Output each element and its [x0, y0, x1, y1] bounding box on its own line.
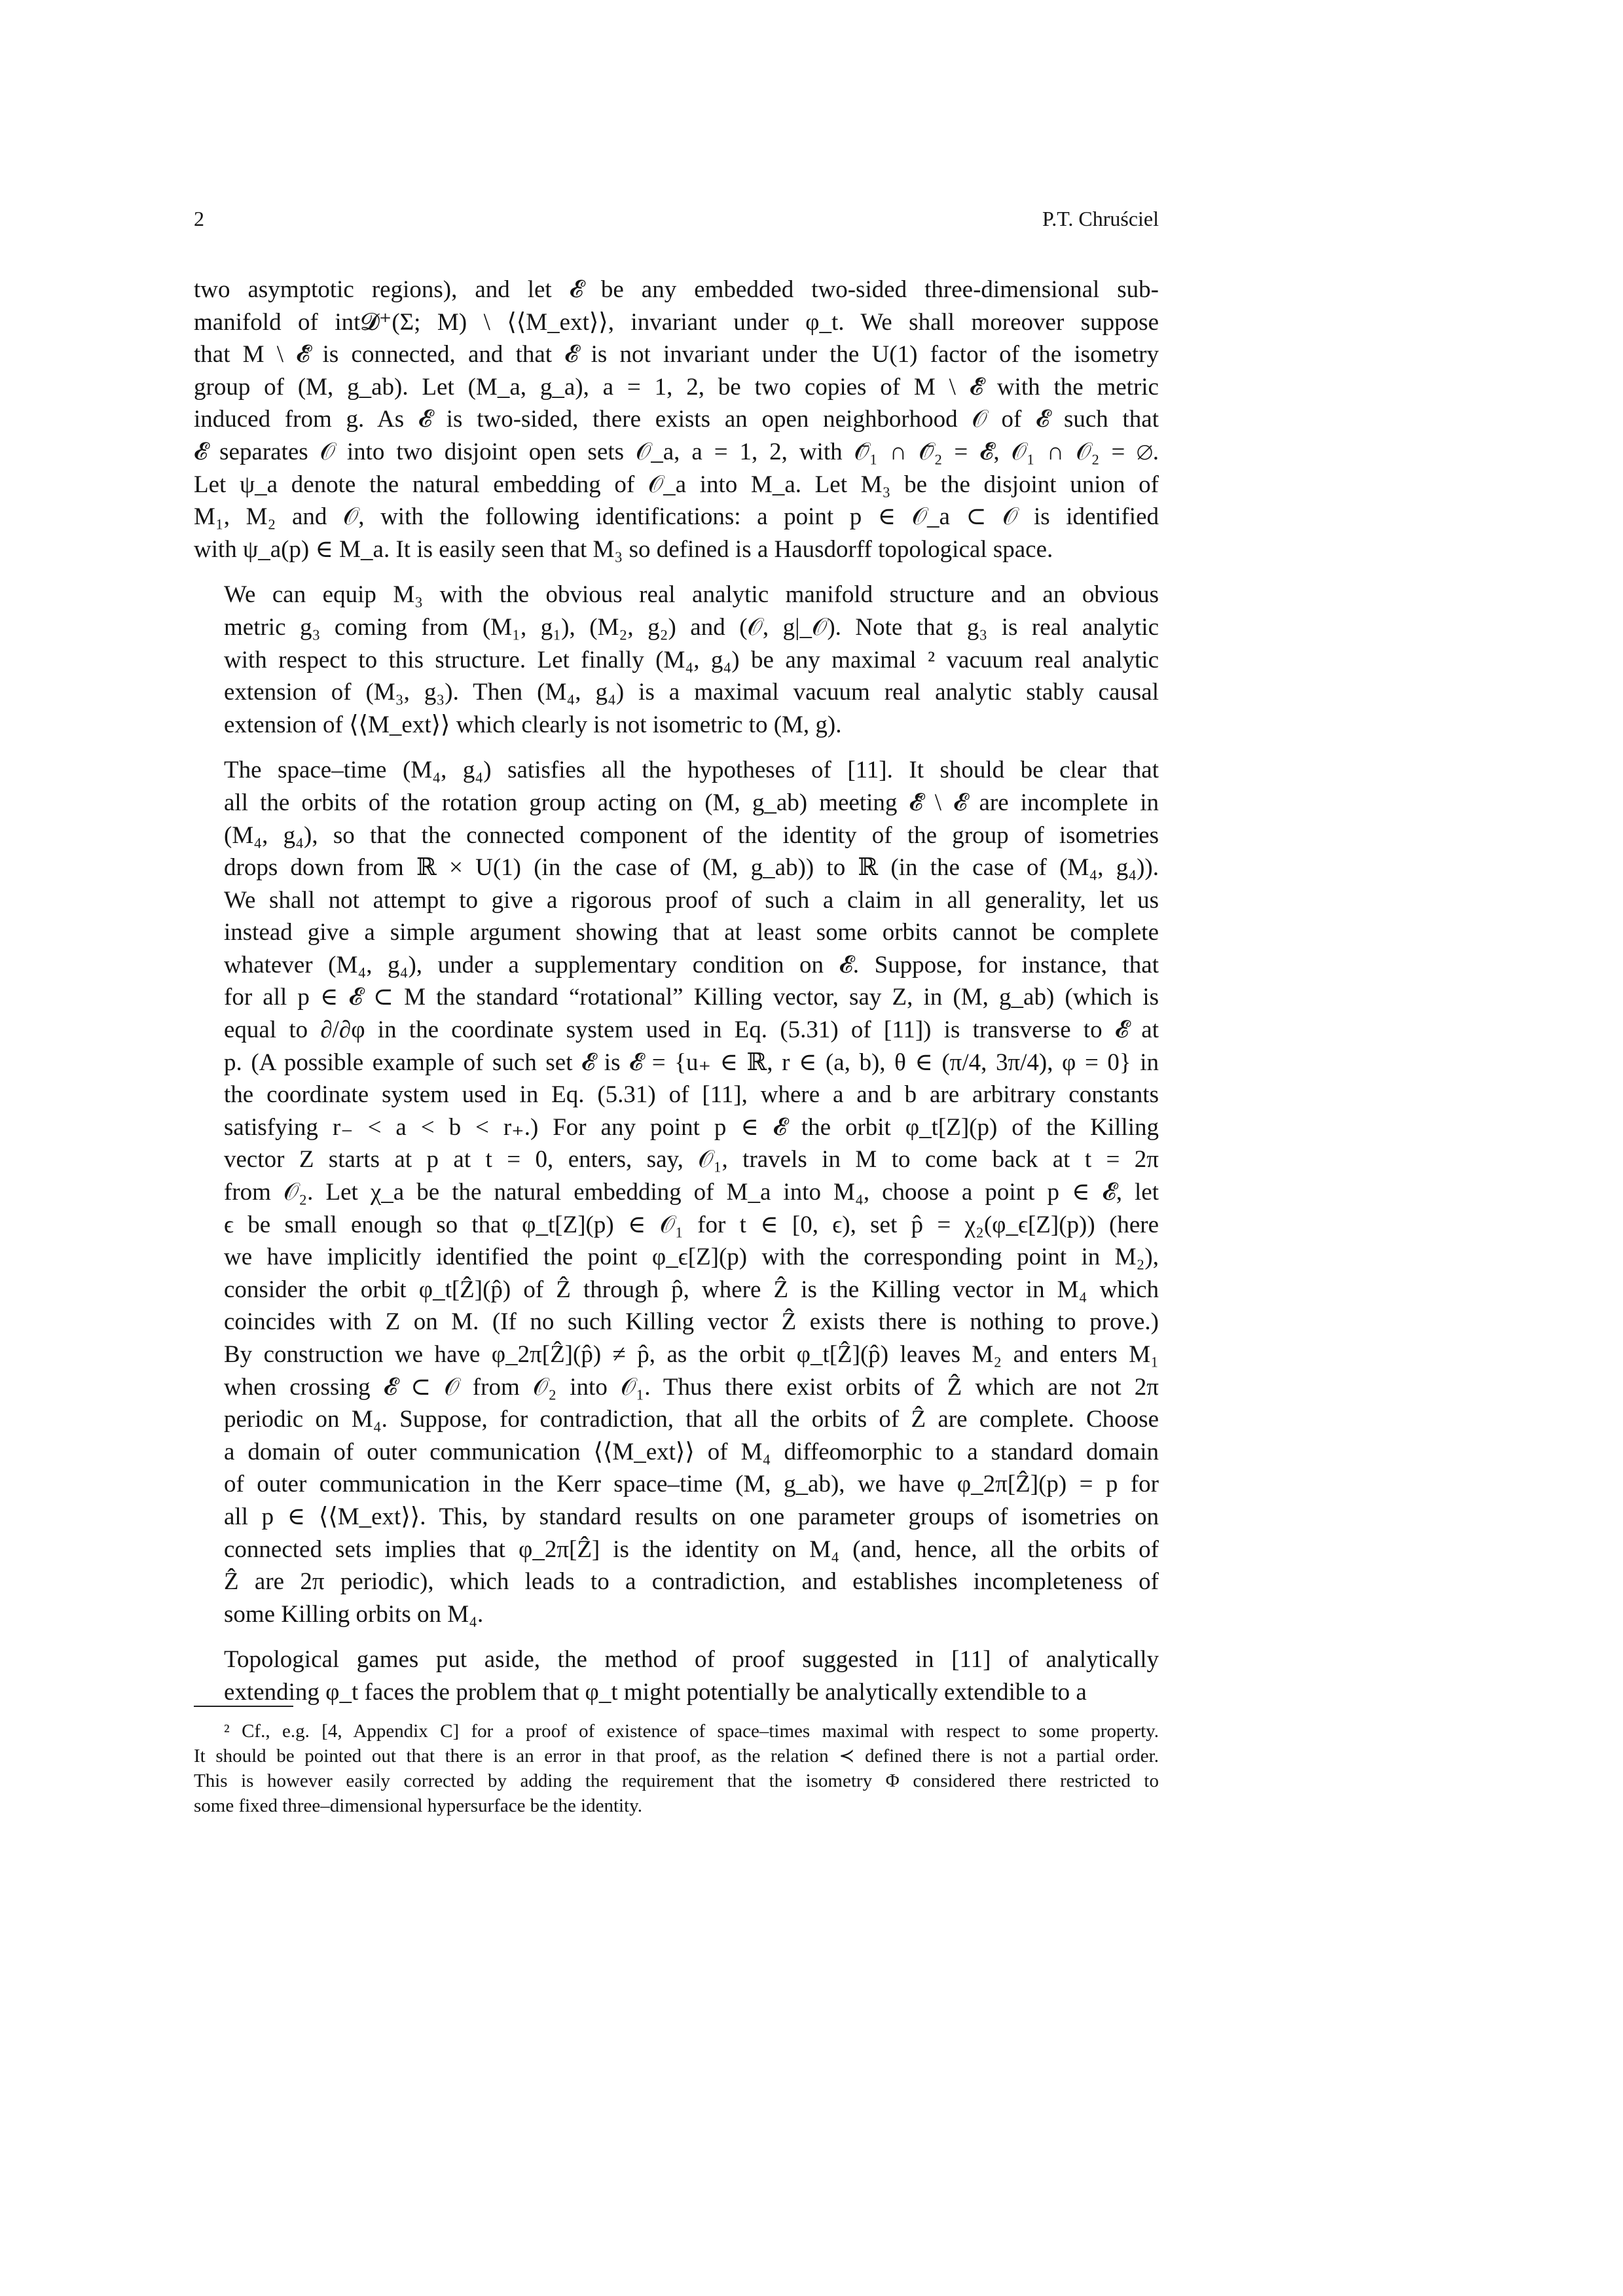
text-line: periodic on M₄. Suppose, for contradiction, that all the orbits of Ẑ are complete. Choose: [224, 1406, 1159, 1433]
text-line: for all p ∈ 𝓔 ⊂ M the standard “rotational” Killing vector, say Z, in (M, g_ab) (which is: [224, 984, 1159, 1011]
text-line: a domain of outer communication ⟨⟨M_ext⟩⟩ of M₄ diffeomorphic to a standard domain: [224, 1438, 1159, 1465]
text-line: all p ∈ ⟨⟨M_ext⟩⟩. This, by standard results on one parameter groups of isometries on: [224, 1503, 1159, 1530]
main-text: [194, 274, 1159, 1709]
paragraph: [194, 579, 1159, 741]
text-line: induced from g. As 𝓔 is two-sided, there exists an open neighborhood 𝒪 of 𝓔 such that: [194, 406, 1159, 433]
text-line: vector Z starts at p at t = 0, enters, say, 𝒪₁, travels in M to come back at t = 2π: [224, 1146, 1159, 1174]
text-line: the coordinate system used in Eq. (5.31) of [11], where a and b are arbitrary constants: [224, 1081, 1159, 1109]
text-line: 𝓔 separates 𝒪 into two disjoint open sets 𝒪_a, a = 1, 2, with 𝒪̄₁ ∩ 𝒪̄₂ = 𝓔̄, 𝒪₁ ∩ 𝒪₂ = ∅.: [194, 438, 1159, 465]
text-line: Topological games put aside, the method of proof suggested in [11] of analytically: [224, 1646, 1159, 1674]
footnote-line: some fixed three–dimensional hypersurface be the identity.: [194, 1795, 643, 1816]
text-line: We can equip M₃ with the obvious real analytic manifold structure and an obvious: [224, 581, 1159, 609]
paragraph: [194, 274, 1159, 565]
paragraph: [194, 754, 1159, 1630]
text-line: whatever (M₄, g₄), under a supplementary condition on 𝓔. Suppose, for instance, that: [224, 951, 1159, 978]
text-line: connected sets implies that φ_2π[Ẑ] is the identity on M₄ (and, hence, all the orbits of: [224, 1535, 1159, 1563]
text-line: Let ψ_a denote the natural embedding of 𝒪_a into M_a. Let M₃ be the disjoint union of: [194, 471, 1159, 498]
text-line: (M₄, g₄), so that the connected component of the identity of the group of isometries: [224, 821, 1159, 849]
text-line: consider the orbit φ_t[Ẑ](p̂) of Ẑ through p̂, where Ẑ is the Killing vector in M₄ which: [224, 1276, 1159, 1303]
text-line: some Killing orbits on M₄.: [224, 1600, 484, 1628]
text-line: extending φ_t faces the problem that φ_t might potentially be analytically extendible to a: [224, 1678, 1087, 1706]
text-line: We shall not attempt to give a rigorous proof of such a claim in all generality, let us: [224, 886, 1159, 914]
text-line: The space–time (M₄, g₄) satisfies all the hypotheses of [11]. It should be clear that: [224, 757, 1159, 784]
text-line: satisfying r₋ < a < b < r₊.) For any point p ∈ 𝓔 the orbit φ_t[Z](p) of the Killing: [224, 1113, 1159, 1141]
text-line: extension of (M₃, g₃). Then (M₄, g₄) is a maximal vacuum real analytic stably causal: [224, 679, 1159, 706]
paragraph: [194, 1643, 1159, 1708]
footnote-line: This is however easily corrected by adding the requirement that the isometry Φ considered there restricted to: [194, 1770, 1159, 1791]
text-line: equal to ∂/∂φ in the coordinate system used in Eq. (5.31) of [11]) is transverse to 𝓔 at: [224, 1016, 1159, 1044]
text-line: ϵ be small enough so that φ_t[Z](p) ∈ 𝒪₁ for t ∈ [0, ϵ), set p̂ = χ₂(φ_ϵ[Z](p)) (here: [224, 1211, 1159, 1238]
text-line: with ψ_a(p) ∈ M_a. It is easily seen that M₃ so defined is a Hausdorff topological space.: [194, 535, 1053, 563]
text-line: p. (A possible example of such set 𝓔 is 𝓔 = {u₊ ∈ ℝ, r ∈ (a, b), θ ∈ (π/4, 3π/4), φ = 0} in: [224, 1049, 1159, 1076]
text-line: with respect to this structure. Let finally (M₄, g₄) be any maximal ² vacuum real analytic: [224, 646, 1159, 673]
page-number: 2: [194, 207, 204, 230]
footnote: [194, 1719, 1159, 1818]
text-line: By construction we have φ_2π[Ẑ](p̂) ≠ p̂, as the orbit φ_t[Ẑ](p̂) leaves M₂ and enters M₁: [224, 1341, 1159, 1368]
text-line: metric g₃ coming from (M₁, g₁), (M₂, g₂) and (𝒪, g|_𝒪). Note that g₃ is real analytic: [224, 613, 1159, 641]
running-head-author: P.T. Chruściel: [1042, 207, 1159, 230]
text-line: Ẑ are 2π periodic), which leads to a contradiction, and establishes incompleteness of: [224, 1568, 1159, 1596]
text-line: instead give a simple argument showing that at least some orbits cannot be complete: [224, 919, 1159, 946]
text-line: all the orbits of the rotation group acting on (M, g_ab) meeting 𝓔̄ \ 𝓔 are incomplete in: [224, 789, 1159, 816]
running-header: [194, 207, 1159, 240]
text-line: when crossing 𝓔 ⊂ 𝒪 from 𝒪₂ into 𝒪₁. Thus there exist orbits of Ẑ which are not 2π: [224, 1373, 1159, 1401]
text-line: drops down from ℝ × U(1) (in the case of (M, g_ab)) to ℝ (in the case of (M₄, g₄)).: [224, 854, 1159, 882]
text-line: extension of ⟨⟨M_ext⟩⟩ which clearly is not isometric to (M, g).: [224, 711, 842, 738]
text-line: of outer communication in the Kerr space–time (M, g_ab), we have φ_2π[Ẑ](p) = p for: [224, 1471, 1159, 1498]
text-line: we have implicitly identified the point φ_ϵ[Z](p) with the corresponding point in M₂),: [224, 1244, 1159, 1271]
text-line: manifold of int𝓓⁺(Σ; M) \ ⟨⟨M_ext⟩⟩, invariant under φ_t. We shall moreover suppose: [194, 308, 1159, 336]
footnote-line: ² Cf., e.g. [4, Appendix C] for a proof of existence of space–times maximal with respect to some property.: [224, 1721, 1159, 1742]
text-line: from 𝒪₂. Let χ_a be the natural embedding of M_a into M₄, choose a point p ∈ 𝓔, let: [224, 1179, 1159, 1206]
footnote-rule: [194, 1706, 293, 1707]
text-line: group of (M, g_ab). Let (M_a, g_a), a = 1, 2, be two copies of M \ 𝓔̄ with the metric: [194, 373, 1159, 401]
text-line: that M \ 𝓔̄ is connected, and that 𝓔 is not invariant under the U(1) factor of the isometry: [194, 341, 1159, 368]
text-line: M₁, M₂ and 𝒪, with the following identifications: a point p ∈ 𝒪_a ⊂ 𝒪 is identified: [194, 503, 1159, 531]
text-line: coincides with Z on M. (If no such Killing vector Ẑ exists there is nothing to prove.): [224, 1308, 1159, 1336]
text-line: two asymptotic regions), and let 𝓔 be any embedded two-sided three-dimensional sub-: [194, 276, 1159, 303]
footnote-line: It should be pointed out that there is an error in that proof, as the relation ≺ defined there is not a partial order.: [194, 1746, 1159, 1767]
